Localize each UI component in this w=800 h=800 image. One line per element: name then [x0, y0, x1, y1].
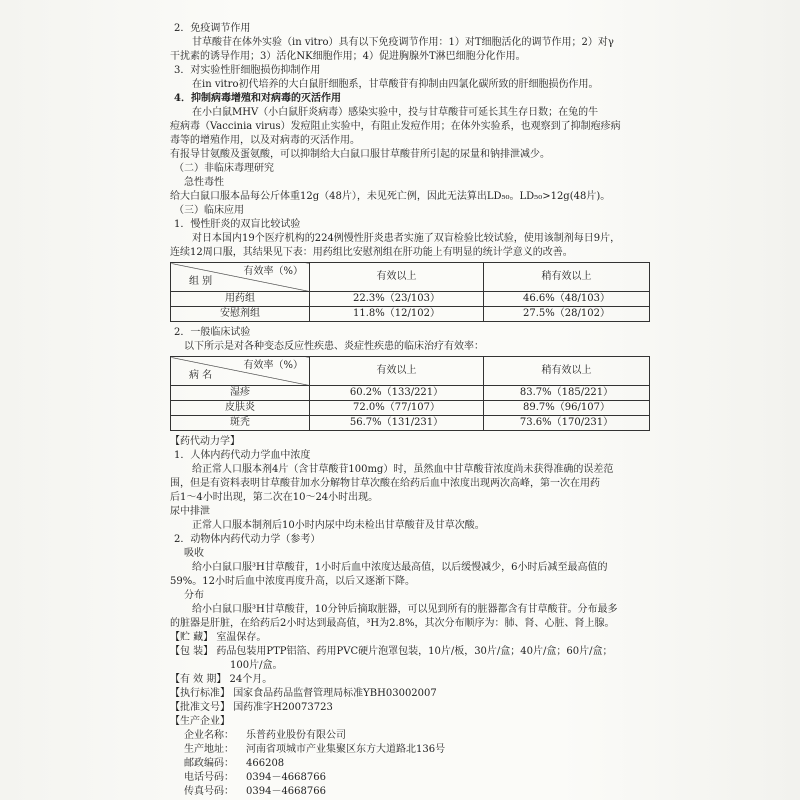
row-label: 斑秃 — [171, 416, 310, 431]
manufacturer-name-line — [170, 729, 650, 743]
approval-label: 【批准文号】 — [170, 702, 230, 713]
manufacturer-address-line — [170, 743, 650, 757]
validity-line — [170, 673, 650, 687]
table-cell: 11.8%（12/102） — [310, 307, 484, 322]
pk-subheading-1: 1．人体内药代动力学血中浓度 — [174, 450, 311, 461]
manufacturer-zip-line — [170, 757, 650, 771]
standard-value: 国家食品药品监督管理局标准YBH03002007 — [233, 688, 437, 699]
pk-text-8: 的脏器是肝脏，在给药后2小时达到最高值，³H为2.8%，其次分布顺序为：肺、肾、心脏、肾上腺。 — [170, 618, 615, 629]
pk-text-2: 围，但是有资料表明甘草酸苷加水分解物甘草次酸在给药后血中浓度出现两次高峰，第一次在用药 — [170, 478, 600, 489]
table-row — [171, 401, 650, 416]
row-label: 湿疹 — [171, 386, 310, 401]
column-header: 有效以上 — [310, 263, 484, 292]
table-cell: 46.6%（48/103） — [484, 292, 650, 307]
virus-text-2: 痘病毒（Vaccinia virus）发痘阻止实验中，有阻止发痘作用；在体外实验系，也观察到了抑制疱疹病 — [170, 121, 621, 132]
liver-text-1: 在in vitro初代培养的大白鼠肝细胞系，甘草酸苷有抑制由四氯化碳所致的肝细胞损伤作用。 — [192, 79, 599, 90]
table-cell: 83.7%（185/221） — [484, 386, 650, 401]
immune-heading: 2．免疫调节作用 — [174, 23, 251, 34]
table-header-row — [171, 357, 650, 386]
table-row — [171, 292, 650, 307]
clinical-text-1: 对日本国内19个医疗机构的224例慢性肝炎患者实施了双盲检验比较试验，使用该制剂每日9片， — [192, 233, 621, 244]
liver-heading: 3．对实验性肝细胞损伤抑制作用 — [174, 65, 321, 76]
table-cell: 89.7%（96/107） — [484, 401, 650, 416]
manufacturer-zip-label: 邮政编码： — [184, 758, 234, 769]
standard-line — [170, 687, 650, 701]
manufacturer-zip: 466208 — [246, 758, 285, 769]
table-cell: 73.6%（170/231） — [484, 416, 650, 431]
clinical-subheading-1: 1．慢性肝炎的双盲比较试验 — [174, 219, 301, 230]
package-line — [170, 645, 650, 659]
pk-text-5: 给小白鼠口服³H甘草酸苷，1小时后血中浓度达最高值，以后缓慢减少，6小时后减至最高值的 — [192, 562, 608, 573]
pk-subheading-5: 分布 — [184, 590, 204, 601]
toxicology-subheading: 急性毒性 — [184, 177, 224, 188]
corner-top-label: 有效率（%） — [243, 360, 303, 371]
manufacturer-phone-line — [170, 771, 650, 785]
clinical-text-2: 连续12周口服，其结果见下表：用药组比安慰剂组在肝功能上有明显的统计学意义的改善。 — [170, 247, 573, 258]
table-cell: 56.7%（131/231） — [310, 416, 484, 431]
general-trial-table — [170, 356, 650, 431]
manufacturer-name-label: 企业名称： — [184, 730, 234, 741]
virus-heading: 4．抑制病毒增殖和对病毒的灭活作用 — [174, 93, 341, 104]
storage-value: 室温保存。 — [216, 632, 267, 643]
pk-subheading-4: 吸收 — [184, 548, 204, 559]
storage-label: 【贮 藏】 — [170, 632, 214, 643]
row-label: 皮肤炎 — [171, 401, 310, 416]
manufacturer-fax-line — [170, 785, 650, 799]
approval-line — [170, 701, 650, 715]
validity-label: 【有 效 期】 — [170, 674, 227, 685]
pk-text-1: 给正常人口服本剂4片（含甘草酸苷100mg）时，虽然血中甘草酸苷浓度尚未获得准确的误差范 — [192, 464, 614, 475]
manufacturer-phone: 0394－4668766 — [246, 772, 326, 783]
table-cell: 27.5%（28/102） — [484, 307, 650, 322]
package-value-continued: 100片/盒。 — [230, 660, 283, 671]
pk-text-4: 正常人口服本制剂后10小时内尿中均未检出甘草酸苷及甘草次酸。 — [192, 520, 485, 531]
pk-heading: 【药代动力学】 — [170, 436, 240, 447]
table-cell: 72.0%（77/107） — [310, 401, 484, 416]
manufacturer-heading: 【生产企业】 — [170, 716, 230, 727]
pk-subheading-3: 2．动物体内药代动力学（参考） — [174, 534, 321, 545]
table-corner-cell — [171, 357, 310, 386]
manufacturer-phone-label: 电话号码： — [184, 772, 234, 783]
standard-label: 【执行标准】 — [170, 688, 230, 699]
table-cell: 60.2%（133/221） — [310, 386, 484, 401]
virus-text-4: 有报导甘氨酸及蛋氨酸，可以抑制给大白鼠口服甘草酸苷所引起的尿量和钠排泄减少。 — [170, 149, 550, 160]
column-header: 有效以上 — [310, 357, 484, 386]
toxicology-heading: （二）非临床毒理研究 — [174, 163, 274, 174]
pk-subheading-2: 尿中排泄 — [170, 506, 210, 517]
table-corner-cell — [171, 263, 310, 292]
row-label: 用药组 — [171, 292, 310, 307]
column-header: 稍有效以上 — [484, 357, 650, 386]
table-row — [171, 416, 650, 431]
clinical-subheading-2: 2．一般临床试验 — [174, 327, 251, 338]
manufacturer-fax: 0394－4668766 — [246, 786, 326, 797]
pk-text-6: 59%。12小时后血中浓度再度升高，以后又逐渐下降。 — [170, 576, 415, 587]
virus-text-3: 毒等的增殖作用，以及对病毒的灭活作用。 — [170, 135, 360, 146]
package-label: 【包 装】 — [170, 646, 214, 657]
clinical-text-3: 以下所示是对各种变态反应性疾患、炎症性疾患的临床治疗有效率： — [184, 341, 484, 352]
manufacturer-fax-label: 传真号码： — [184, 786, 234, 797]
clinical-heading: （三）临床应用 — [174, 205, 244, 216]
toxicology-text: 给大白鼠口服本品每公斤体重12g（48片），未见死亡例，因此无法算出LD₅₀。LD₅₀>12g(48片)。 — [170, 191, 611, 202]
document-body — [170, 22, 650, 799]
row-label: 安慰剂组 — [171, 307, 310, 322]
approval-value: 国药准字H20073723 — [233, 702, 333, 713]
virus-text-1: 在小白鼠MHV（小白鼠肝炎病毒）感染实验中，投与甘草酸苷可延长其生存日数；在兔的牛 — [192, 107, 599, 118]
pk-text-7: 给小白鼠口服³H甘草酸苷，10分钟后摘取脏器，可以见到所有的脏器都含有甘草酸苷。分布最多 — [192, 604, 618, 615]
manufacturer-name: 乐普药业股份有限公司 — [246, 730, 346, 741]
table-header-row — [171, 263, 650, 292]
manufacturer-address-label: 生产地址： — [184, 744, 234, 755]
corner-bottom-label: 组 别 — [189, 276, 213, 287]
corner-bottom-label: 病 名 — [189, 370, 213, 381]
column-header: 稍有效以上 — [484, 263, 650, 292]
double-blind-table — [170, 262, 650, 322]
table-cell: 22.3%（23/103） — [310, 292, 484, 307]
manufacturer-address: 河南省项城市产业集聚区东方大道路北136号 — [246, 744, 446, 755]
package-value: 药品包装用PTP铝箔、药用PVC硬片泡罩包装，10片/板，30片/盒；40片/盒；60片/盒； — [216, 646, 613, 657]
immune-text-2: 干扰素的诱导作用；3）活化NK细胞作用；4）促进胸腺外T淋巴细胞分化作用。 — [170, 51, 526, 62]
table-row — [171, 307, 650, 322]
pk-text-3: 后1～4小时出现，第二次在10～24小时出现。 — [170, 492, 379, 503]
table-row — [171, 386, 650, 401]
validity-value: 24个月。 — [229, 674, 273, 685]
corner-top-label: 有效率（%） — [243, 266, 303, 277]
storage-line — [170, 631, 650, 645]
immune-text-1: 甘草酸苷在体外实验（in vitro）具有以下免疫调节作用：1）对T细胞活化的调节作用；2）对γ — [192, 37, 614, 48]
